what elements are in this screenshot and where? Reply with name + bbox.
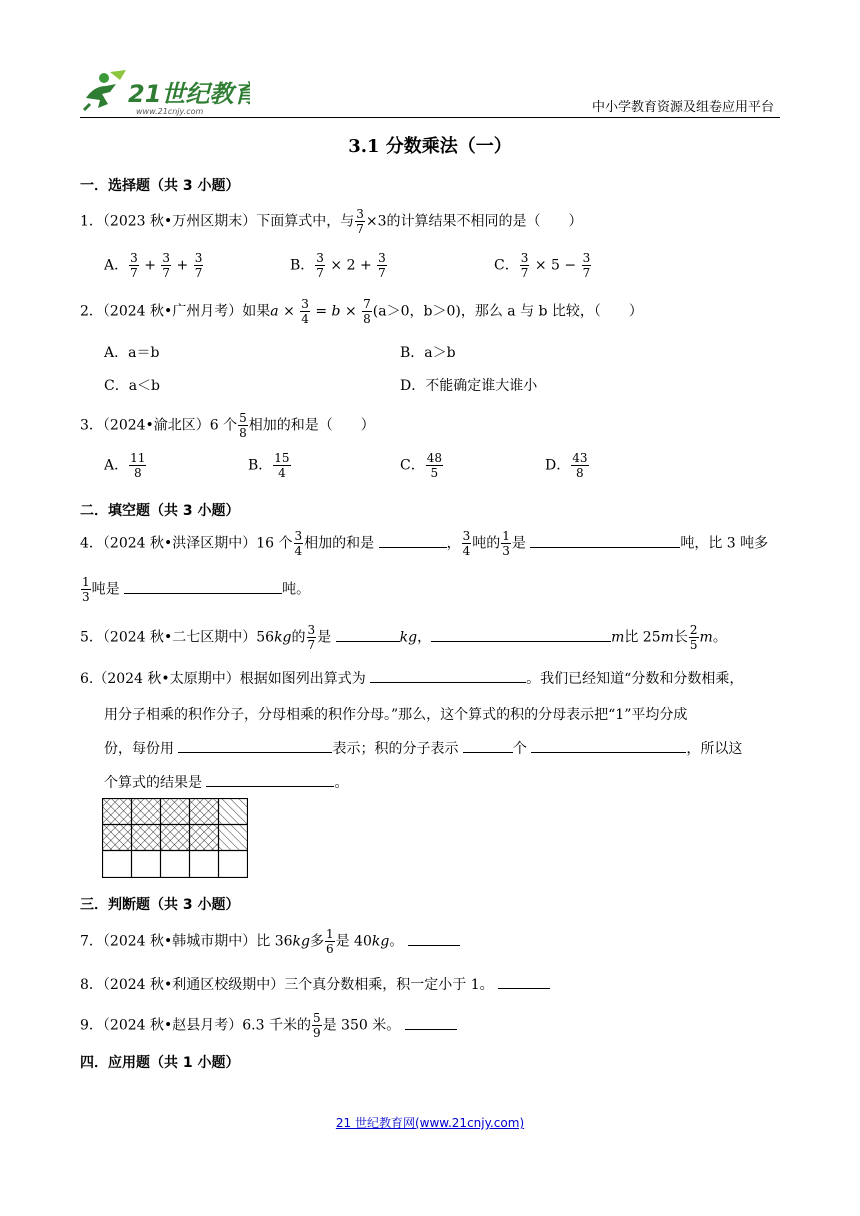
page-title: 3.1 分数乘法（一） [348,136,512,157]
answer-blank[interactable] [498,976,550,989]
fraction: $\frac{3}{7}$ [356,207,364,236]
answer-blank[interactable] [531,740,686,753]
answer-blank[interactable] [530,535,680,548]
q3-option-b[interactable]: B． $\frac{15}{4}$ [248,451,290,480]
question-6-line3: 份，每份用 表示；积的分子表示 个 ，所以这 [104,741,743,757]
answer-blank[interactable] [206,774,334,787]
answer-blank[interactable] [379,535,447,548]
question-6-line2: 用分子相乘的积作分子，分母相乘的积作分母。”那么，这个算式的积的分母表示把“1”平均分成 [104,707,688,723]
q2-option-c[interactable]: C．a＜b [104,378,161,394]
logo-url: www.21cnjy.com [136,107,204,116]
section-application: 四．应用题（共 1 小题） [80,1055,240,1071]
question-6-line4: 个算式的结果是 。 [104,775,349,791]
platform-name: 中小学教育资源及组卷应用平台 [591,100,774,115]
question-2: 2．（2024 秋•广州月考）如果a × $\frac{3}{4}$ = b × $\frac{7}{8}$ (a＞0，b＞0)，那么 a 与 b 比较，（ ） [80,297,643,326]
footer-link[interactable]: 21 世纪教育网(www.21cnjy.com) [335,1116,525,1130]
section-fill: 二．填空题（共 3 小题） [80,503,240,519]
question-4: 4．（2024 秋•洪泽区期中）16 个 $\frac{3}{4}$ 相加的和是 ， $\frac{3}{4}$ 吨的 $\frac{1}{3}$ 是 吨，比 3 吨多 [80,529,769,558]
q2-option-d[interactable]: D．不能确定谁大谁小 [400,378,538,394]
answer-blank[interactable] [124,581,282,594]
q3-option-d[interactable]: D． $\frac{43}{8}$ [545,451,588,480]
answer-blank[interactable] [405,1017,457,1030]
question-4-cont: $\frac{1}{3}$ 吨是 吨。 [82,575,311,604]
fraction-grid-figure [102,798,248,882]
answer-blank[interactable] [336,629,400,642]
question-3: 3．（2024•渝北区）6 个 $\frac{5}{8}$ 相加的和是（ ） [80,411,375,440]
section-judge: 三．判断题（共 3 小题） [80,897,240,913]
q1-option-a[interactable]: A． $\frac{3}{7}$ + $\frac{3}{7}$ + $\frac{3}{7}$ [104,251,203,280]
answer-blank[interactable] [370,670,526,683]
logo-text: 21世纪教育 [128,80,250,108]
question-9: 9．（2024 秋•赵县月考）6.3 千米的 $\frac{5}{9}$ 是 350 米。 [80,1012,457,1039]
logo [80,68,250,116]
question-7: 7．（2024 秋•韩城市期中）比 36kg多 $\frac{1}{6}$ 是 40kg。 [80,928,460,955]
q1-option-c[interactable]: C． $\frac{3}{7}$ × 5 − $\frac{3}{7}$ [494,251,591,280]
question-1: 1．（2023 秋•万州区期末）下面算式中，与 $\frac{3}{7}$ ×3的计算结果不相同的是（ ） [80,207,583,236]
answer-blank[interactable] [431,629,611,642]
question-5: 5．（2024 秋•二七区期中）56kg的 $\frac{3}{7}$ 是 kg， m比 25m长 $\frac{2}{5}$ m。 [80,623,727,652]
q3-option-c[interactable]: C． $\frac{48}{5}$ [400,451,442,480]
answer-blank[interactable] [178,740,332,753]
answer-blank[interactable] [408,933,460,946]
question-8: 8．（2024 秋•利通区校级期中）三个真分数相乘，积一定小于 1。 [80,974,550,994]
section-choice: 一．选择题（共 3 小题） [80,178,240,194]
q1-option-b[interactable]: B． $\frac{3}{7}$ × 2 + $\frac{3}{7}$ [290,251,386,280]
question-6: 6.（2024 秋•太原期中）根据如图列出算式为 。我们已经知道“分数和分数相乘， [80,671,744,687]
header-divider [80,117,780,118]
q2-option-b[interactable]: B．a＞b [400,345,456,361]
q2-option-a[interactable]: A．a＝b [104,345,160,361]
q3-option-a[interactable]: A． $\frac{11}{8}$ [104,451,146,480]
answer-blank[interactable] [463,740,513,753]
